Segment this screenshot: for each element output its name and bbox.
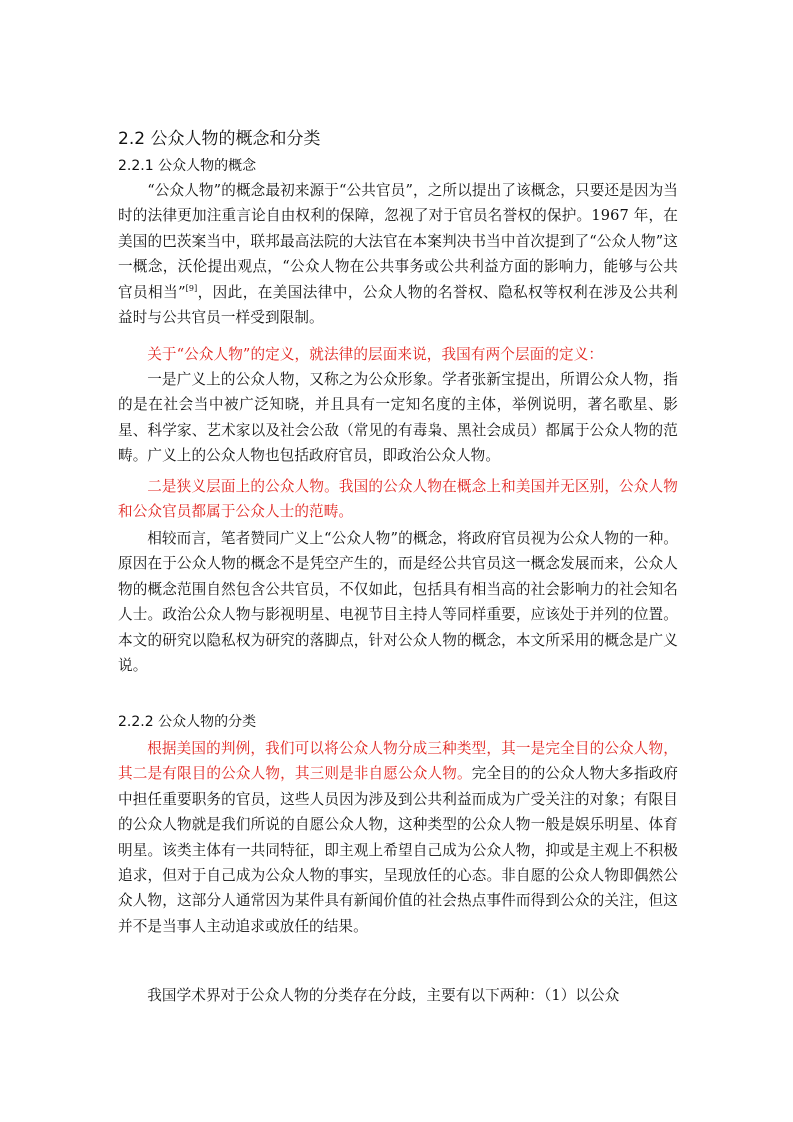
section-heading: 2.2 公众人物的概念和分类 (118, 129, 321, 149)
citation-ref: [9] (185, 283, 198, 293)
paragraph-author-view: 相较而言，笔者赞同广义上“公众人物”的概念，将政府官员视为公众人物的一种。原因在于公众人物的概念不是凭空产生的，而是经公共官员这一概念发展而来，公众人物的概念范围自然包含公共官员，不仅如此，包括具有相当高的社会影响力的社会知名人士。政治公众人物与影视明星、电视节目主持人等同样重要，应该处于并列的位置。本文的研究以隐私权为研究的落脚点，针对公众人物的概念，本文所采用的概念是广义说。 (118, 530, 678, 675)
paragraph-definition-intro: 关于“公众人物”的定义，就法律的层面来说，我国有两个层面的定义： (147, 346, 604, 363)
paragraph-narrow-sense: 二是狭义层面上的公众人物。我国的公众人物在概念上和美国并无区别，公众人物和公众官员都属于公众人士的范畴。 (118, 478, 678, 521)
paragraph-origin-text-a: “公众人物”的概念最初来源于“公共官员”，之所以提出了该概念，只要还是因为当时的法律更加注重言论自由权利的保障，忽视了对于官员名誉权的保护。1967 年，在美国的巴茨案当中，联邦最高法院的大法官在本案判决书当中首次提到了“公众人物”这一概念，沃伦提出观点，“公众人物在公共事务或公共利益方面的影响力，能够与公共官员相当” (118, 182, 678, 301)
paragraph-classification (118, 736, 678, 939)
paragraph-origin (118, 178, 678, 330)
paragraph-origin-text-b: ，因此，在美国法律中，公众人物的名誉权、隐私权等权利在涉及公共利益时与公共官员一样受到限制。 (118, 283, 678, 327)
paragraph-classification-rest: 完全目的的公众人物大多指政府中担任重要职务的官员，这些人员因为涉及到公共利益而成为广受关注的对象；有限目的公众人物就是我们所说的自愿公众人物，这种类型的公众人物一般是娱乐明星、体育明星。该类主体有一共同特征，即主观上希望自己成为公众人物，抑或是主观上不积极追求，但对于自己成为公众人物的事实，呈现放任的心态。非自愿的公众人物即偶然公众人物，这部分人通常因为某件具有新闻价值的社会热点事件而得到公众的关注，但这并不是当事人主动追求或放任的结果。 (118, 765, 679, 935)
paragraph-classification-highlight: 根据美国的判例，我们可以将公众人物分成三种类型，其一是完全目的公众人物，其二是有限目的公众人物，其三则是非自愿公众人物。 (118, 740, 678, 783)
paragraph-broad-sense: 一是广义上的公众人物，又称之为公众形象。学者张新宝提出，所谓公众人物，指的是在社会当中被广泛知晓，并且具有一定知名度的主体，举例说明，著名歌星、影星、科学家、艺术家以及社会公敌（常见的有毒枭、黑社会成员）都属于公众人物的范畴。广义上的公众人物也包括政府官员，即政治公众人物。 (118, 371, 678, 465)
subsection-heading-classification: 2.2.2 公众人物的分类 (118, 714, 257, 730)
paragraph-domestic-views: 我国学术界对于公众人物的分类存在分歧，主要有以下两种：（1）以公众 (147, 987, 620, 1004)
subsection-heading-concept: 2.2.1 公众人物的概念 (118, 158, 257, 174)
